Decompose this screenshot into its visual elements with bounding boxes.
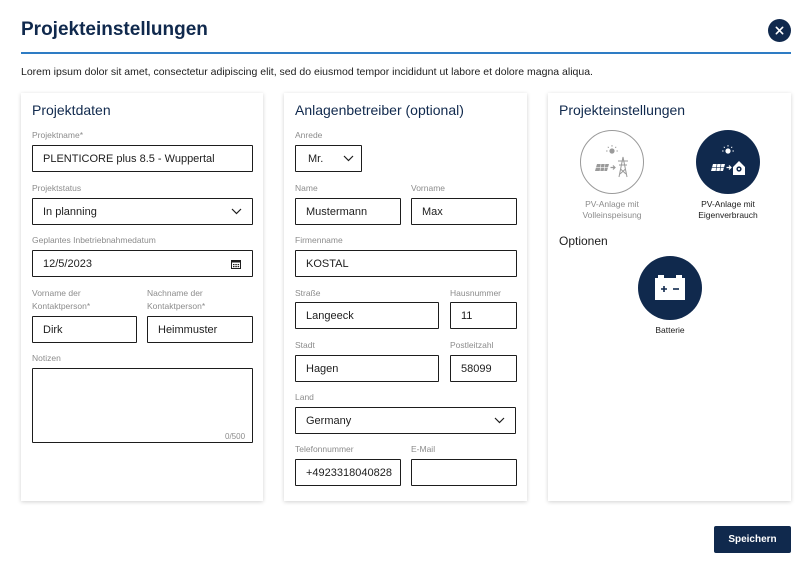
battery-icon (653, 274, 687, 302)
postleitzahl-label: Postleitzahl (450, 340, 494, 350)
optionen-title: Optionen (559, 234, 608, 248)
projektdaten-title: Projektdaten (32, 102, 111, 118)
option-batterie[interactable] (638, 256, 702, 320)
vorname-kontakt-label-2: Kontaktperson* (32, 301, 91, 311)
notizen-label: Notizen (32, 353, 61, 363)
projekteinstellungen-card (548, 93, 791, 501)
anlagenbetreiber-title: Anlagenbetreiber (optional) (295, 102, 464, 118)
projekteinstellungen-title: Projekteinstellungen (559, 102, 686, 118)
hausnummer-label: Hausnummer (450, 288, 502, 298)
solar-grid-icon (592, 144, 632, 180)
option-eigenverbrauch-label (678, 199, 778, 221)
projektname-input[interactable] (32, 145, 253, 172)
option-eigenverbrauch-line1: PV-Anlage mit (701, 199, 755, 209)
dialog-header (21, 18, 791, 54)
stadt-label: Stadt (295, 340, 315, 350)
name-input[interactable] (295, 198, 401, 225)
postleitzahl-input[interactable] (450, 355, 517, 382)
anrede-select[interactable] (295, 145, 362, 172)
nachname-kontakt-label-1: Nachname der (147, 288, 203, 298)
land-label: Land (295, 392, 314, 402)
option-volleinspeisung[interactable] (580, 130, 644, 194)
nachname-kontakt-input[interactable] (147, 316, 253, 343)
stadt-input[interactable] (295, 355, 439, 382)
save-button[interactable]: Speichern (714, 526, 791, 553)
projektstatus-label: Projektstatus (32, 183, 82, 193)
option-volleinspeisung-label (562, 199, 662, 221)
chevron-down-icon (342, 153, 354, 165)
vorname-label: Vorname (411, 183, 446, 193)
projektstatus-select[interactable] (32, 198, 253, 225)
notizen-textarea[interactable] (32, 368, 253, 443)
firmenname-label: Firmenname (295, 235, 343, 245)
dialog-intro-text: Lorem ipsum dolor sit amet, consectetur adipiscing elit, sed do eiusmod tempor incididunt ut labore et dolore magna aliqua. (21, 66, 593, 78)
anlagenbetreiber-card (284, 93, 527, 501)
inbetriebnahmedatum-input[interactable] (32, 250, 253, 277)
nachname-kontakt-label-2: Kontaktperson* (147, 301, 206, 311)
inbetriebnahmedatum-label: Geplantes Inbetriebnahmedatum (32, 235, 156, 245)
projektname-label: Projektname* (32, 130, 84, 140)
land-value: Germany (306, 414, 352, 427)
close-icon (775, 26, 784, 35)
anrede-value: Mr. (308, 152, 324, 165)
calendar-icon[interactable] (230, 258, 242, 270)
option-eigenverbrauch-line2: Eigenverbrauch (698, 210, 758, 220)
name-label: Name (295, 183, 318, 193)
projektstatus-value: In planning (43, 205, 97, 218)
chevron-down-icon (493, 415, 505, 427)
firmenname-input[interactable] (295, 250, 517, 277)
inbetriebnahmedatum-value: 12/5/2023 (43, 257, 92, 270)
option-eigenverbrauch[interactable] (696, 130, 760, 194)
email-label: E-Mail (411, 444, 436, 454)
telefonnummer-label: Telefonnummer (295, 444, 354, 454)
dialog-title: Projekteinstellungen (21, 19, 208, 40)
notizen-counter: 0/500 (225, 432, 246, 441)
vorname-kontakt-input[interactable] (32, 316, 137, 343)
option-volleinspeisung-line1: PV-Anlage mit (585, 199, 639, 209)
option-volleinspeisung-line2: Volleinspeisung (582, 210, 642, 220)
strasse-input[interactable] (295, 302, 439, 329)
strasse-label: Straße (295, 288, 321, 298)
anrede-label: Anrede (295, 130, 323, 140)
hausnummer-input[interactable] (450, 302, 517, 329)
option-batterie-label: Batterie (655, 325, 685, 335)
projektdaten-card (21, 93, 263, 501)
telefonnummer-input[interactable] (295, 459, 401, 486)
chevron-down-icon (230, 206, 242, 218)
solar-house-icon (708, 144, 748, 180)
vorname-kontakt-label-1: Vorname der (32, 288, 81, 298)
vorname-input[interactable] (411, 198, 517, 225)
land-select[interactable] (295, 407, 516, 434)
email-input[interactable] (411, 459, 517, 486)
close-button[interactable] (768, 19, 791, 42)
